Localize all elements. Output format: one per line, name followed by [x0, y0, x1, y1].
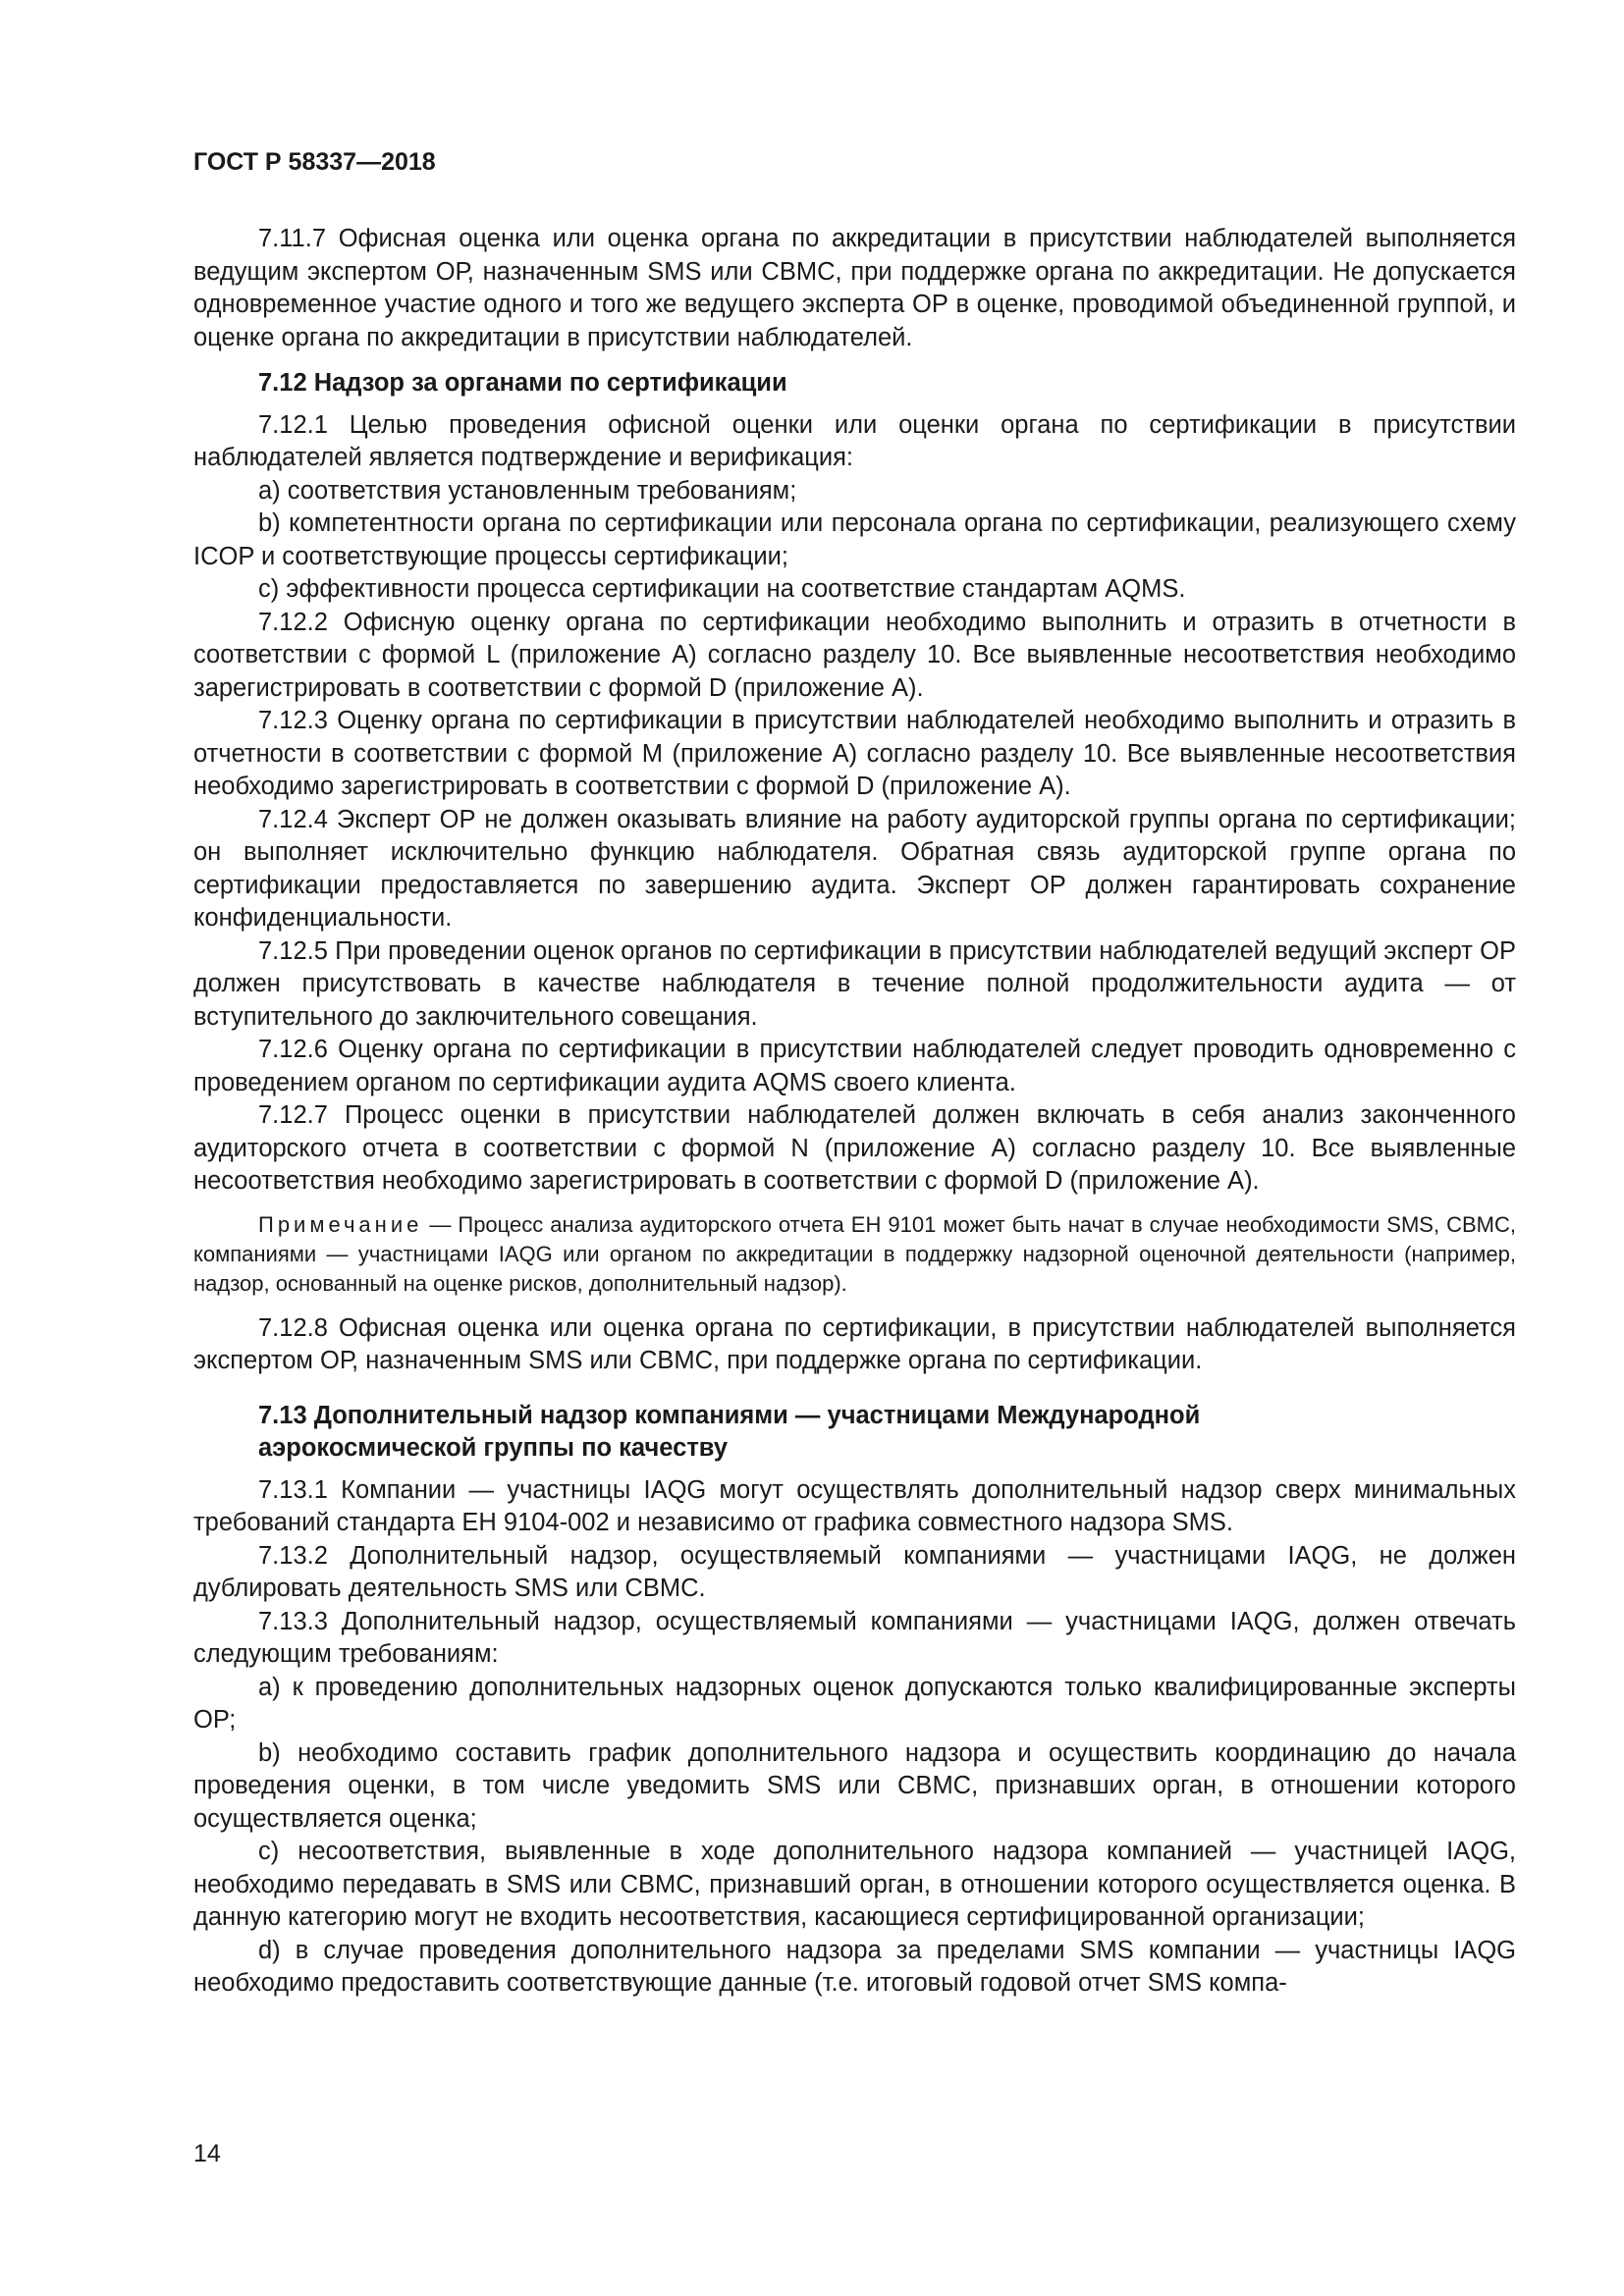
note-text: — Процесс анализа аудиторского отчета ЕН 9101 может быть начат в случае необходимости SMS, CBMC, компаниями — участницами IAQG или органом по аккредитации в поддержку надзорной оценочной деятельности (например, надзор, основанный на оценке рисков, дополнительный надзор). — [193, 1211, 1516, 1296]
paragraph-7-12-7: 7.12.7 Процесс оценки в присутствии наблюдателей должен включать в себя анализ законченного аудиторского отчета в соответствии с формой N (приложение А) согласно разделу 10. Все выявленные несоответствия необходимо зарегистрировать в соответствии с формой D (приложение А). — [193, 1101, 1516, 1195]
paragraph-7-13-2: 7.13.2 Дополнительный надзор, осуществляемый компаниями — участницами IAQG, не должен дублировать деятельность SMS или CBMC. — [193, 1541, 1516, 1602]
list-item-7-12-1-b: b) компетентности органа по сертификации или персонала органа по сертификации, реализующего схему ICOP и соответствующие процессы сертификации; — [193, 509, 1516, 570]
section-heading-7-12: 7.12 Надзор за органами по сертификации — [258, 369, 787, 397]
list-item-7-12-1-c: с) эффективности процесса сертификации на соответствие стандартам AQMS. — [258, 575, 1186, 603]
document-page — [193, 147, 1516, 2001]
note-label: Примечание — [258, 1211, 423, 1237]
paragraph-7-12-5: 7.12.5 При проведении оценок органов по сертификации в присутствии наблюдателей ведущий эксперт ОР должен присутствовать в качестве наблюдателя в течение полной продолжительности аудита — от вступительного до заключительного совещания. — [193, 936, 1516, 1031]
list-item-7-13-3-d: d) в случае проведения дополнительного надзора за пределами SMS компании — участницы IAQG необходимо предоставить соответствующие данные (т.е. итоговый годовой отчет SMS компа- — [193, 1936, 1516, 1997]
paragraph-7-13-1: 7.13.1 Компании — участницы IAQG могут осуществлять дополнительный надзор сверх минимальных требований стандарта ЕН 9104-002 и независимо от графика совместного надзора SMS. — [193, 1475, 1516, 1536]
list-item-7-12-1-a: а) соответствия установленным требованиям; — [258, 476, 797, 505]
section-heading-7-13-line1: 7.13 Дополнительный надзор компаниями — участницами Международной — [258, 1401, 1201, 1429]
section-heading-7-13-line2: аэрокосмической группы по качеству — [258, 1434, 729, 1462]
note — [193, 1210, 1516, 1299]
paragraph-7-13-3: 7.13.3 Дополнительный надзор, осуществляемый компаниями — участницами IAQG, должен отвечать следующим требованиям: — [193, 1607, 1516, 1668]
list-item-7-13-3-a: а) к проведению дополнительных надзорных оценок допускаются только квалифицированные эксперты ОР; — [193, 1673, 1516, 1734]
paragraph-7-11-7: 7.11.7 Офисная оценка или оценка органа по аккредитации в присутствии наблюдателей выполняется ведущим экспертом ОР, назначенным SMS или CBMC, при поддержке органа по аккредитации. Не допускается одновременное участие одного и того же ведущего эксперта ОР в оценке, проводимой объединенной группой, и оценке органа по аккредитации в присутствии наблюдателей. — [193, 225, 1516, 351]
paragraph-7-12-3: 7.12.3 Оценку органа по сертификации в присутствии наблюдателей необходимо выполнить и отразить в отчетности в соответствии с формой М (приложение А) согласно разделу 10. Все выявленные несоответствия необходимо зарегистрировать в соответствии с формой D (приложение А). — [193, 707, 1516, 800]
document-header-code: ГОСТ Р 58337—2018 — [193, 148, 436, 176]
paragraph-7-12-4: 7.12.4 Эксперт ОР не должен оказывать влияние на работу аудиторской группы органа по сертификации; он выполняет исключительно функцию наблюдателя. Обратная связь аудиторской группе органа по сертификации предоставляется по завершению аудита. Эксперт ОР должен гарантировать сохранение конфиденциальности. — [193, 805, 1516, 932]
paragraph-7-12-6: 7.12.6 Оценку органа по сертификации в присутствии наблюдателей следует проводить одновременно с проведением органом по сертификации аудита AQMS своего клиента. — [193, 1036, 1516, 1096]
list-item-7-13-3-c: с) несоответствия, выявленные в ходе дополнительного надзора компанией — участницей IAQG, необходимо передавать в SMS или CBMC, признавший орган, в отношении которого осуществляется оценка. В данную категорию могут не входить несоответствия, касающиеся сертифицированной организации; — [193, 1838, 1516, 1931]
paragraph-7-12-8: 7.12.8 Офисная оценка или оценка органа по сертификации, в присутствии наблюдателей выполняется экспертом ОР, назначенным SMS или CBMC, при поддержке органа по сертификации. — [193, 1313, 1516, 1374]
paragraph-7-12-1: 7.12.1 Целью проведения офисной оценки или оценки органа по сертификации в присутствии наблюдателей является подтверждение и верификация: — [193, 410, 1516, 471]
list-item-7-13-3-b: b) необходимо составить график дополнительного надзора и осуществить координацию до начала проведения оценки, в том числе уведомить SMS или CBMC, признавших орган, в отношении которого осуществляется оценка; — [193, 1738, 1516, 1833]
paragraph-7-12-2: 7.12.2 Офисную оценку органа по сертификации необходимо выполнить и отразить в отчетности в соответствии с формой L (приложение А) согласно разделу 10. Все выявленные несоответствия необходимо зарегистрировать в соответствии с формой D (приложение А). — [193, 608, 1516, 702]
page-number: 14 — [193, 2140, 221, 2167]
